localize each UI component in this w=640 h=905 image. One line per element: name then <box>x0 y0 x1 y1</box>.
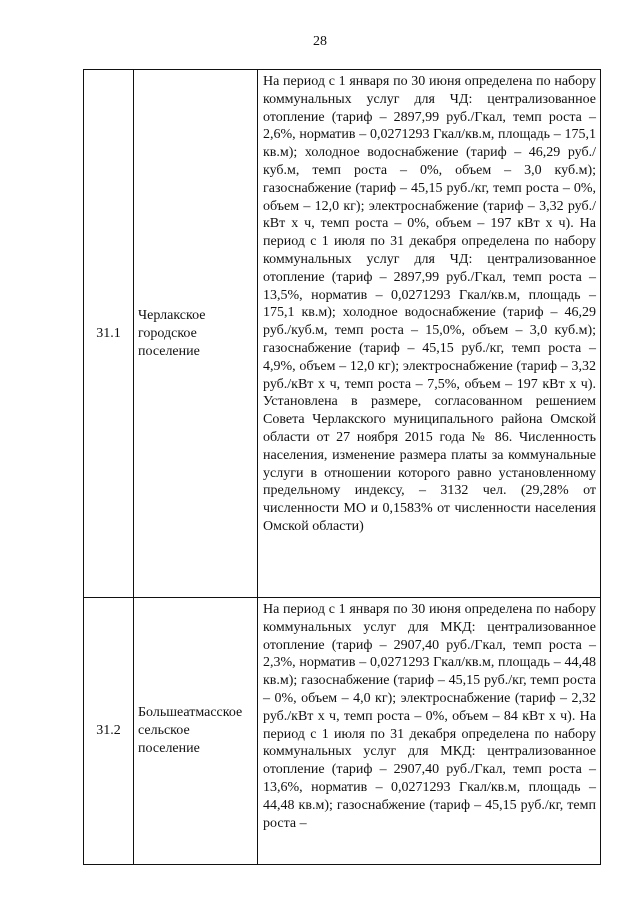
tariff-description-cell <box>258 70 601 598</box>
page-number: 28 <box>313 34 327 49</box>
table-row <box>84 598 601 865</box>
settlement-name: Большеатмасское сельское поселение <box>134 598 258 865</box>
row-number: 31.2 <box>84 598 134 865</box>
tariff-description: На период с 1 января по 30 июня определена по набору коммунальных услуг для МКД: централизованное отопление (тариф – 2907,40 руб./Гкал, темп роста – 2,3%, норматив – 0,0271293 Гкал/кв.м, площадь – 44,48 кв.м); газоснабжение (тариф – 45,15 руб./кг, темп роста – 0%, объем – 4,0 кг); электроснабжение (тариф – 2,32 руб./кВт х ч, темп роста – 0%, объем – 84 кВт х ч). На период с 1 июля по 31 декабря определена по набору коммунальных услуг для МКД: централизованное отопление (тариф – 2907,40 руб./Гкал, темп роста – 13,6%, норматив – 0,0271293 Гкал/кв.м, площадь – 44,48 кв.м); газоснабжение (тариф – 45,15 руб./кг, темп роста – <box>263 602 596 831</box>
tariff-description: На период с 1 января по 30 июня определена по набору коммунальных услуг для ЧД: централизованное отопление (тариф – 2897,99 руб./Гкал, темп роста – 2,6%, норматив – 0,0271293 Гкал/кв.м, площадь – 175,1 кв.м); холодное водоснабжение (тариф – 46,29 руб./куб.м, темп роста – 0%, объем – 3,0 куб.м); газоснабжение (тариф – 45,15 руб./кг, темп роста – 0%, объем – 12,0 кг); электроснабжение (тариф – 3,32 руб./кВт х ч, темп роста – 0%, объем – 197 кВт х ч). На период с 1 июля по 31 декабря определена по набору коммунальных услуг для ЧД: централизованное отопление (тариф – 2897,99 руб./Гкал, темп роста – 13,5%, норматив – 0,0271293 Гкал/кв.м, площадь – 175,1 кв.м); холодное водоснабжение (тариф – 46,29 руб./куб.м, темп роста – 15,0%, объем – 3,0 куб.м); газоснабжение (тариф – 45,15 руб./кг, темп роста – 4,9%, объем – 12,0 кг); электроснабжение (тариф – 3,32 руб./кВт х ч, темп роста – 7,5%, объем – 197 кВт х ч). Установлена в размере, согласованном решением Совета Черлакского муниципального района Омской области от 27 ноября 2015 года № 86. Численность населения, изменение размера платы за коммунальные услуги в отношении которого равно установленному предельному индексу, – 3132 чел. (29,28% от численности МО и 0,1583% от численности населения Омской области) <box>263 74 596 534</box>
row-number: 31.1 <box>84 70 134 598</box>
settlement-name: Черлакское городское поселение <box>134 70 258 598</box>
tariff-description-cell <box>258 598 601 865</box>
table-row <box>84 70 601 598</box>
municipal-tariff-table <box>83 69 601 865</box>
